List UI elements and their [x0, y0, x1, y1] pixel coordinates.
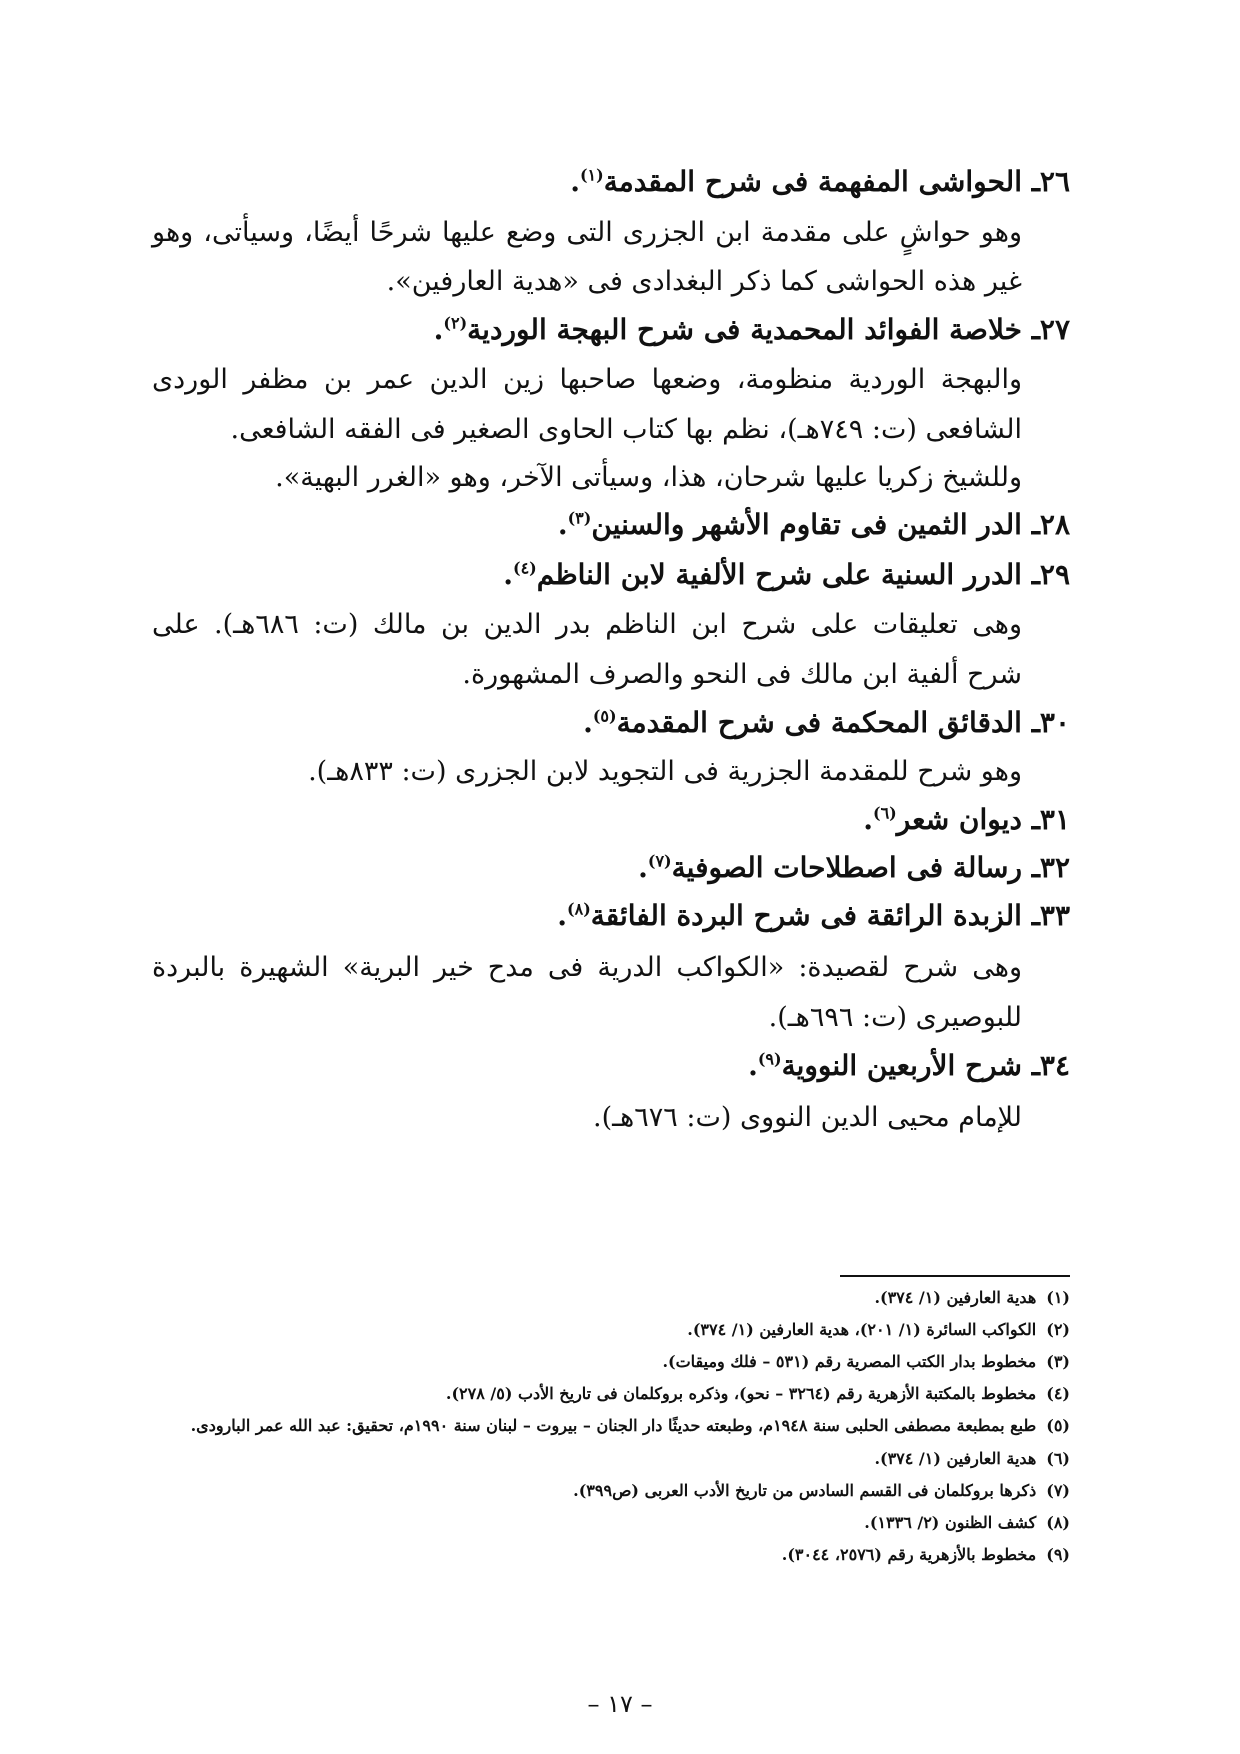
- paragraph-line: وهو حواشٍ على مقدمة ابن الجزرى التى وضع عليها شرحًا أيضًا، وسيأتى، وهو: [152, 217, 1022, 248]
- footnote-ref: (٩): [757, 1049, 782, 1069]
- entry-number: ٢٨ـ: [1031, 508, 1070, 541]
- paragraph-line: والبهجة الوردية منظومة، وضعها صاحبها زين الدين عمر بن مظفر الوردى: [152, 364, 1022, 395]
- footnote-separator: [840, 1275, 1070, 1277]
- entry-number: ٣٢ـ: [1031, 851, 1070, 884]
- entry-heading-29: ٢٩ـ الدرر السنية على شرح الألفية لابن الناظم$^{(٤)}$.: [503, 558, 1070, 591]
- paragraph-line: للإمام محيى الدين النووى (ت: ٦٧٦هـ).: [593, 1102, 1022, 1133]
- entry-number: ٢٦ـ: [1031, 165, 1070, 198]
- footnote: [446, 1381, 1070, 1407]
- footnote-text: هدية العارفين (١/ ٣٧٤).: [874, 1288, 1037, 1307]
- footnote-ref: (٥): [592, 706, 617, 726]
- footnote-mark: (٥): [1046, 1416, 1070, 1435]
- entry-number: ٢٩ـ: [1031, 558, 1070, 591]
- footnote-text: كشف الظنون (٢/ ١٣٣٦).: [864, 1513, 1037, 1532]
- entry-title: رسالة فى اصطلاحات الصوفية: [671, 851, 1022, 884]
- entry-number: ٣٣ـ: [1031, 899, 1070, 932]
- footnote: [782, 1542, 1070, 1568]
- entry-heading-28: ٢٨ـ الدر الثمين فى تقاوم الأشهر والسنين$^{(٣)}$.: [557, 508, 1070, 541]
- footnote-text: هدية العارفين (١/ ٣٧٤).: [874, 1449, 1037, 1468]
- paragraph-line: الشافعى (ت: ٧٤٩هـ)، نظم بها كتاب الحاوى الصغير فى الفقه الشافعى.: [230, 414, 1022, 445]
- footnote-text: مخطوط بدار الكتب المصرية رقم (٥٣١ – فلك وميقات).: [662, 1352, 1037, 1371]
- paragraph-line: وللشيخ زكريا عليها شرحان، هذا، وسيأتى الآخر، وهو «الغرر البهية».: [275, 462, 1022, 493]
- entry-title: الدر الثمين فى تقاوم الأشهر والسنين: [591, 508, 1022, 541]
- entry-number: ٣٠ـ: [1031, 706, 1070, 739]
- entry-heading-26: ٢٦ـ الحواشى المفهمة فى شرح المقدمة$^{(١)}$.: [570, 165, 1070, 198]
- entry-title: خلاصة الفوائد المحمدية فى شرح البهجة الوردية: [467, 313, 1022, 346]
- paragraph-line: شرح ألفية ابن مالك فى النحو والصرف المشهورة.: [462, 659, 1022, 690]
- entry-number: ٣٤ـ: [1031, 1049, 1070, 1082]
- footnote: [687, 1317, 1070, 1343]
- footnote: [573, 1478, 1070, 1504]
- entry-title: الدقائق المحكمة فى شرح المقدمة: [616, 706, 1022, 739]
- footnote-text: ذكرها بروكلمان فى القسم السادس من تاريخ الأدب العربى (ص٣٩٩).: [573, 1481, 1037, 1500]
- footnote-text: مخطوط بالأزهرية رقم (٢٥٧٦، ٣٠٤٤).: [781, 1545, 1037, 1564]
- paragraph-line: وهى شرح لقصيدة: «الكواكب الدرية فى مدح خير البرية» الشهيرة بالبردة: [152, 952, 1022, 983]
- footnote-mark: (٤): [1046, 1384, 1070, 1403]
- paragraph-line: وهى تعليقات على شرح ابن الناظم بدر الدين بن مالك (ت: ٦٨٦هـ). على: [152, 609, 1022, 640]
- entry-number: ٢٧ـ: [1031, 313, 1070, 346]
- footnote-mark: (١): [1046, 1288, 1070, 1307]
- entry-title: ديوان شعر: [896, 803, 1022, 836]
- footnote: [864, 1510, 1070, 1536]
- footnote-ref: (١): [579, 165, 604, 185]
- footnote-text: الكواكب السائرة (١/ ٢٠١)، هدية العارفين (١/ ٣٧٤).: [687, 1320, 1037, 1339]
- footnote-ref: (٨): [567, 899, 591, 919]
- entry-title: الزبدة الرائقة فى شرح البردة الفائقة: [590, 899, 1022, 932]
- paragraph-line: وهو شرح للمقدمة الجزرية فى التجويد لابن الجزرى (ت: ٨٣٣هـ).: [308, 756, 1022, 787]
- footnote: [874, 1446, 1070, 1472]
- footnote-text: طبع بمطبعة مصطفى الحلبى سنة ١٩٤٨م، وطبعته حديثًا دار الجنان – بيروت – لبنان سنة ١٩٩٠م، تحقيق: عبد الله عمر البارودى.: [190, 1416, 1037, 1435]
- footnote: [874, 1285, 1070, 1311]
- footnote-ref: (٧): [647, 851, 672, 871]
- footnote-mark: (٦): [1046, 1449, 1070, 1468]
- footnote-mark: (٢): [1046, 1320, 1070, 1339]
- footnote: [662, 1349, 1070, 1375]
- entry-heading-33: ٣٣ـ الزبدة الرائقة فى شرح البردة الفائقة$^{(٨)}$.: [557, 899, 1070, 932]
- entry-title: الدرر السنية على شرح الألفية لابن الناظم: [536, 558, 1022, 591]
- entry-heading-31: ٣١ـ ديوان شعر$^{(٦)}$.: [863, 803, 1070, 836]
- footnote-ref: (٦): [872, 803, 897, 823]
- footnote-text: مخطوط بالمكتبة الأزهرية رقم (٣٢٦٤ – نحو)، وذكره بروكلمان فى تاريخ الأدب (٥/ ٢٧٨).: [445, 1384, 1037, 1403]
- entry-heading-30: ٣٠ـ الدقائق المحكمة فى شرح المقدمة$^{(٥)}$.: [583, 706, 1070, 739]
- footnote-ref: (٣): [567, 508, 592, 528]
- entry-title: شرح الأربعين النووية: [781, 1049, 1022, 1082]
- footnote-mark: (٩): [1046, 1545, 1070, 1564]
- paragraph-line: غير هذه الحواشى كما ذكر البغدادى فى «هدية العارفين».: [386, 266, 1022, 297]
- entry-heading-27: ٢٧ـ خلاصة الفوائد المحمدية فى شرح البهجة الوردية$^{(٢)}$.: [433, 313, 1070, 346]
- footnote-mark: (٨): [1046, 1513, 1070, 1532]
- footnote-mark: (٣): [1046, 1352, 1070, 1371]
- entry-title: الحواشى المفهمة فى شرح المقدمة: [603, 165, 1022, 198]
- footnote: [191, 1413, 1070, 1439]
- entry-heading-34: ٣٤ـ شرح الأربعين النووية$^{(٩)}$.: [748, 1049, 1070, 1082]
- footnote-ref: (٤): [512, 558, 537, 578]
- paragraph-line: للبوصيرى (ت: ٦٩٦هـ).: [768, 1002, 1022, 1033]
- entry-number: ٣١ـ: [1031, 803, 1070, 836]
- page-number: – ١٧ –: [587, 1690, 653, 1718]
- footnote-mark: (٧): [1046, 1481, 1070, 1500]
- entry-heading-32: ٣٢ـ رسالة فى اصطلاحات الصوفية$^{(٧)}$.: [638, 851, 1070, 884]
- footnote-ref: (٢): [443, 313, 468, 333]
